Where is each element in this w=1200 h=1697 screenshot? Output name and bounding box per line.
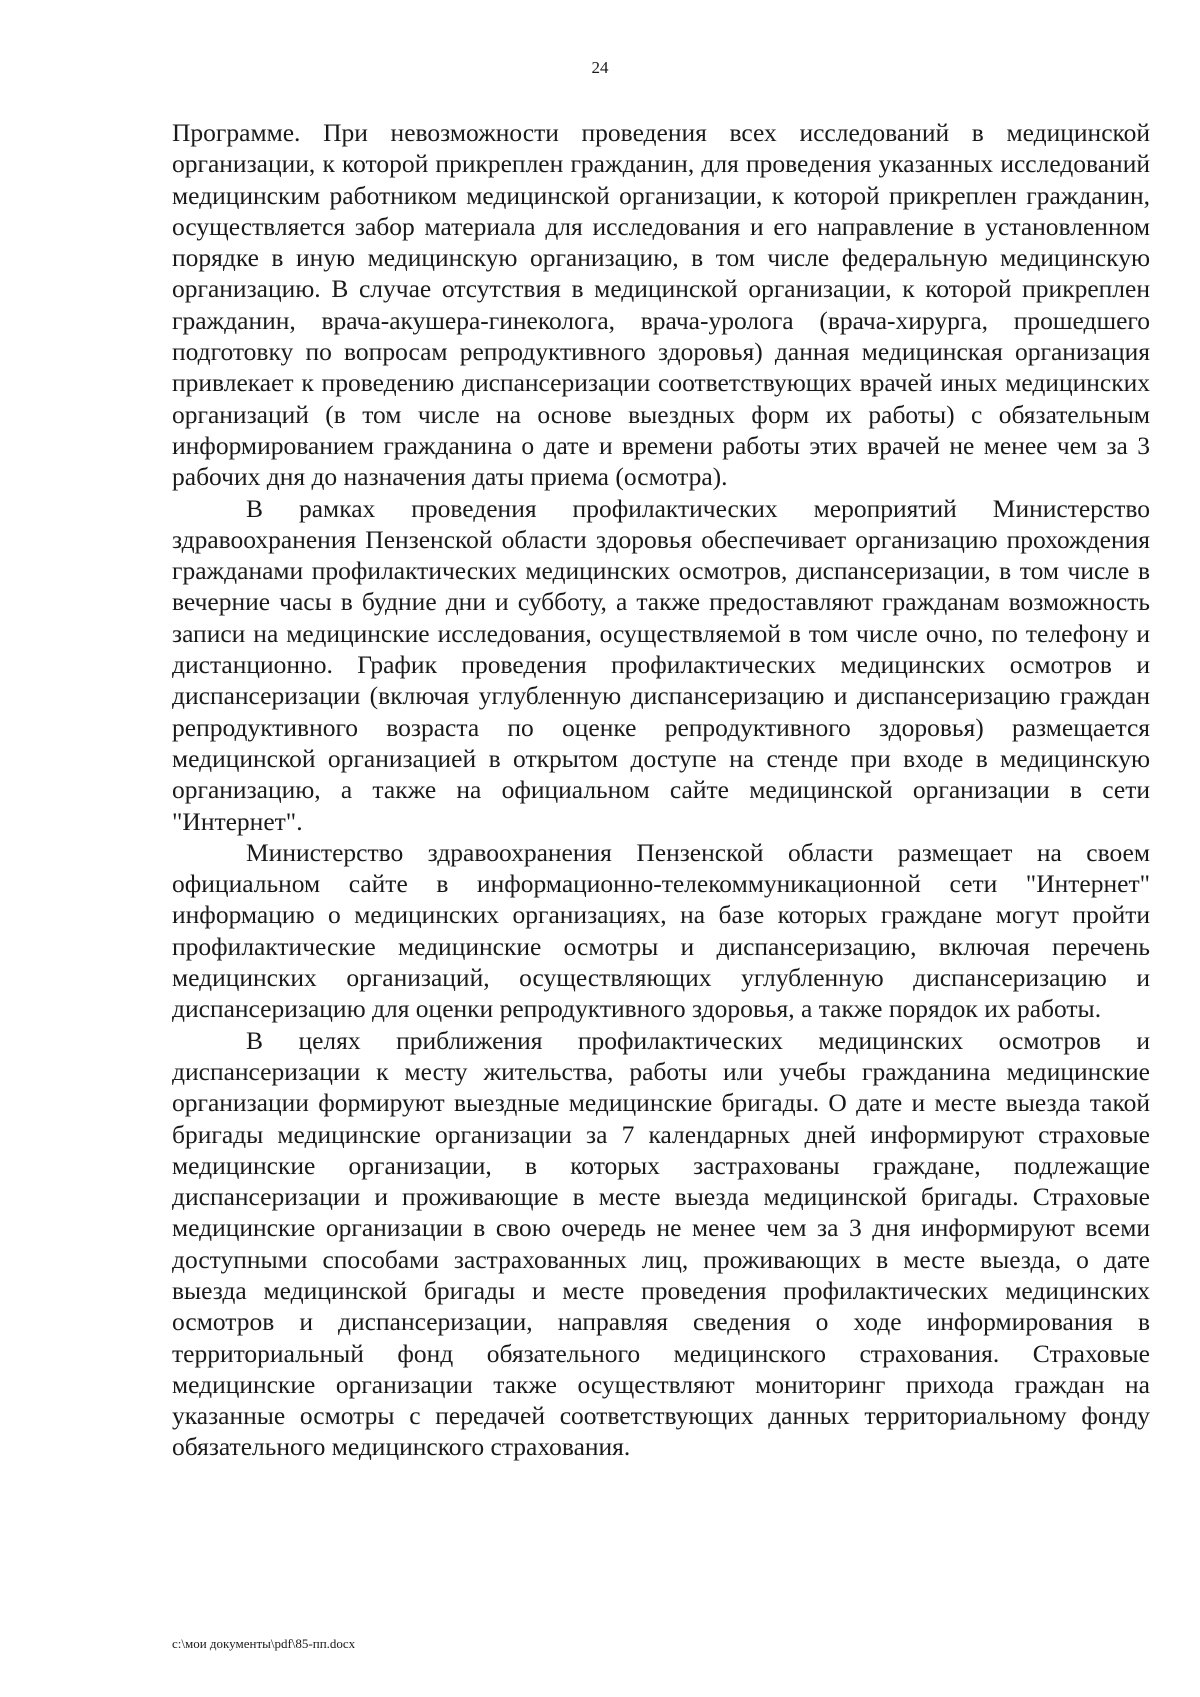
paragraph-preventive-measures: В рамках проведения профилактических мероприятий Министерство здравоохранения Пензенской области здоровья обеспечивает организацию прохождения гражданами профилактических медицинских осмотров, диспансеризации, в том числе в вечерние часы в будние дни и субботу, а также предоставляют гражданам возможность записи на медицинские исследования, осуществляемой в том числе очно, по телефону и дистанционно. График проведения профилактических медицинских осмотров и диспансеризации (включая углубленную диспансеризацию и диспансеризацию граждан репродуктивного возраста по оценке репродуктивного здоровья) размещается медицинской организацией в открытом доступе на стенде при входе в медицинскую организацию, а также на официальном сайте медицинской организации в сети "Интернет".	[172, 493, 1150, 836]
footer-file-path: c:\мои документы\pdf\85-пп.docx	[172, 1636, 356, 1651]
page-number: 24	[591, 58, 609, 77]
document-body	[172, 117, 1150, 1463]
paragraph-continuation: Программе. При невозможности проведения всех исследований в медицинской организации, к которой прикреплен гражданин, для проведения указанных исследований медицинским работником медицинской организации, к которой прикреплен гражданин, осуществляется забор материала для исследования и его направление в установленном порядке в иную медицинскую организацию, в том числе федеральную медицинскую организацию. В случае отсутствия в медицинской организации, к которой прикреплен гражданин, врача-акушера-гинеколога, врача-уролога (врача-хирурга, прошедшего подготовку по вопросам репродуктивного здоровья) данная медицинская организация привлекает к проведению диспансеризации соответствующих врачей иных медицинских организаций (в том числе на основе выездных форм их работы) с обязательным информированием гражданина о дате и времени работы этих врачей не менее чем за 3 рабочих дня до назначения даты приема (осмотра).	[172, 118, 1150, 492]
paragraph-mobile-teams: В целях приближения профилактических медицинских осмотров и диспансеризации к месту жительства, работы или учебы гражданина медицинские организации формируют выездные медицинские бригады. О дате и месте выезда такой бригады медицинские организации за 7 календарных дней информируют страховые медицинские организации, в которых застрахованы граждане, подлежащие диспансеризации и проживающие в месте выезда медицинской бригады. Страховые медицинские организации в свою очередь не менее чем за 3 дня информируют всеми доступными способами застрахованных лиц, проживающих в месте выезда, о дате выезда медицинской бригады и месте проведения профилактических медицинских осмотров и диспансеризации, направляя сведения о ходе информирования в территориальный фонд обязательного медицинского страхования. Страховые медицинские организации также осуществляют мониторинг прихода граждан на указанные осмотры с передачей соответствующих данных территориальному фонду обязательного медицинского страхования.	[172, 1025, 1150, 1462]
paragraph-ministry-website: Министерство здравоохранения Пензенской области размещает на своем официальном сайте в информационно-телекоммуникационной сети "Интернет" информацию о медицинских организациях, на базе которых граждане могут пройти профилактические медицинские осмотры и диспансеризацию, включая перечень медицинских организаций, осуществляющих углубленную диспансеризацию и диспансеризацию для оценки репродуктивного здоровья, а также порядок их работы.	[172, 837, 1150, 1024]
